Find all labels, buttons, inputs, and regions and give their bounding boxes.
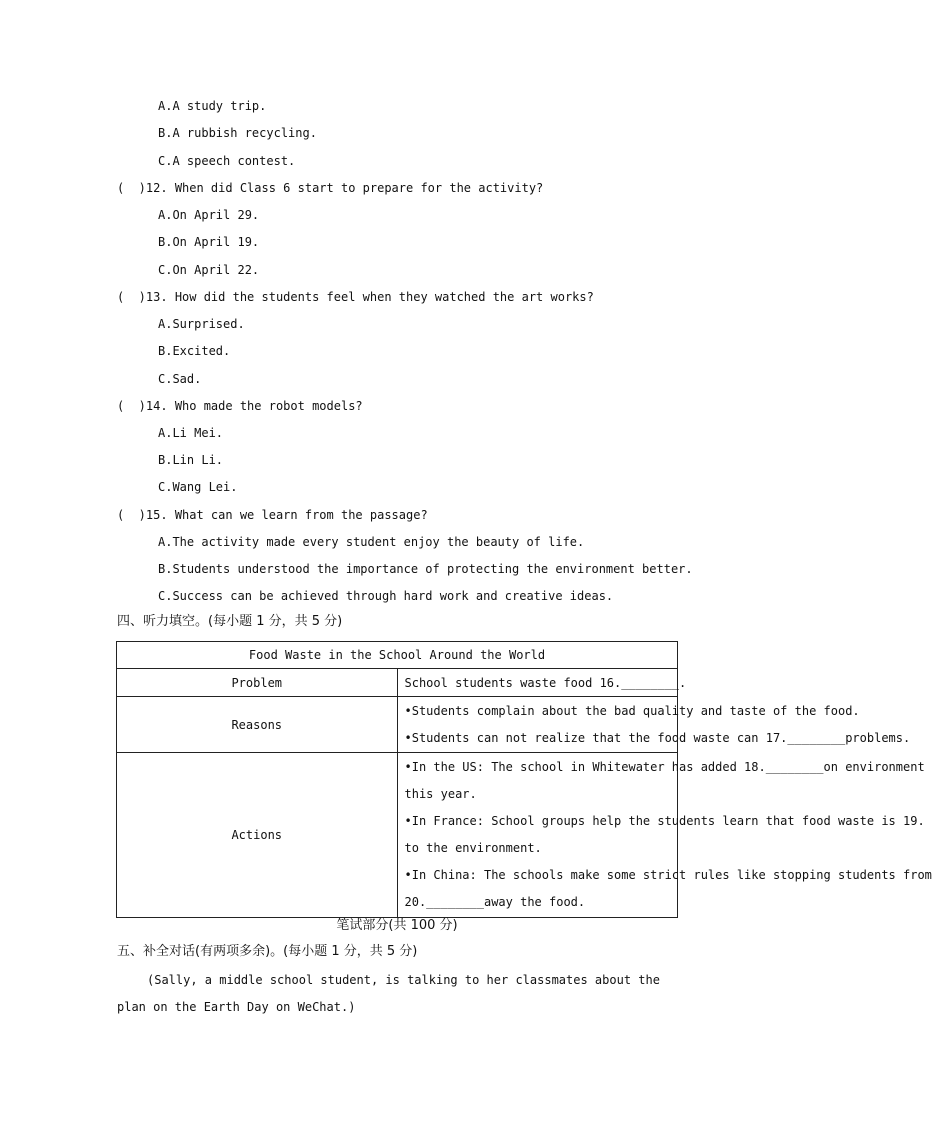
q14-label: ( )14. bbox=[117, 399, 168, 413]
actions-label: Actions bbox=[117, 753, 398, 918]
q11-option-b: B.A rubbish recycling. bbox=[158, 126, 317, 140]
q14-option-c: C.Wang Lei. bbox=[158, 480, 238, 494]
reasons-label: Reasons bbox=[117, 697, 398, 753]
q12-option-b: B.On April 19. bbox=[158, 235, 260, 249]
action-line: •In the US: The school in Whitewater has added 18.________on environment bbox=[404, 760, 925, 774]
q15-label: ( )15. bbox=[117, 508, 168, 522]
question-15 bbox=[117, 507, 428, 523]
q14-option-b: B.Lin Li. bbox=[158, 453, 224, 467]
reasons-cell bbox=[397, 697, 911, 753]
q14-option-a: A.Li Mei. bbox=[158, 426, 224, 440]
action-line: 20.________away the food. bbox=[404, 895, 586, 909]
q12-option-a: A.On April 29. bbox=[158, 208, 260, 222]
q14-text: Who made the robot models? bbox=[174, 399, 363, 413]
q15-option-b: B.Students understood the importance of protecting the environment better. bbox=[158, 562, 693, 576]
written-part-title: 笔试部分(共 100 分) bbox=[336, 918, 458, 933]
q12-text: When did Class 6 start to prepare for the activity? bbox=[174, 181, 544, 195]
q15-option-c: C.Success can be achieved through hard work and creative ideas. bbox=[158, 589, 614, 603]
problem-label: Problem bbox=[117, 669, 398, 697]
q13-option-b: B.Excited. bbox=[158, 344, 231, 358]
q12-option-c: C.On April 22. bbox=[158, 263, 260, 277]
table-title: Food Waste in the School Around the World bbox=[117, 642, 678, 669]
action-line: •In France: School groups help the students learn that food waste is 19. bbox=[404, 814, 925, 828]
action-line: this year. bbox=[404, 787, 477, 801]
listening-fill-table bbox=[116, 641, 932, 918]
action-line: •In China: The schools make some strict rules like stopping students from bbox=[404, 868, 932, 882]
section-5-heading: 五、补全对话(有两项多余)。(每小题 1 分，共 5 分) bbox=[117, 944, 418, 959]
question-13 bbox=[117, 289, 594, 305]
q12-label: ( )12. bbox=[117, 181, 168, 195]
q13-text: How did the students feel when they watched the art works? bbox=[174, 290, 594, 304]
q13-label: ( )13. bbox=[117, 290, 168, 304]
reason-line: •Students can not realize that the food waste can 17.________problems. bbox=[404, 730, 911, 745]
q13-option-c: C.Sad. bbox=[158, 372, 202, 386]
q11-option-c: C.A speech contest. bbox=[158, 154, 296, 168]
question-14 bbox=[117, 398, 363, 414]
question-12 bbox=[117, 180, 543, 196]
action-line: to the environment. bbox=[404, 841, 542, 855]
problem-text: School students waste food 16.________. bbox=[404, 675, 687, 690]
q15-option-a: A.The activity made every student enjoy the beauty of life. bbox=[158, 535, 585, 549]
q11-option-a: A.A study trip. bbox=[158, 99, 267, 113]
section-4-heading: 四、听力填空。(每小题 1 分，共 5 分) bbox=[117, 614, 343, 629]
actions-cell bbox=[397, 753, 932, 918]
q15-text: What can we learn from the passage? bbox=[174, 508, 428, 522]
q13-option-a: A.Surprised. bbox=[158, 317, 245, 331]
section-5-intro: (Sally, a middle school student, is talking to her classmates about the plan on the Earth Day on WeChat.) bbox=[117, 973, 660, 1014]
reason-line: •Students complain about the bad quality and taste of the food. bbox=[404, 703, 860, 718]
problem-cell bbox=[397, 669, 687, 697]
